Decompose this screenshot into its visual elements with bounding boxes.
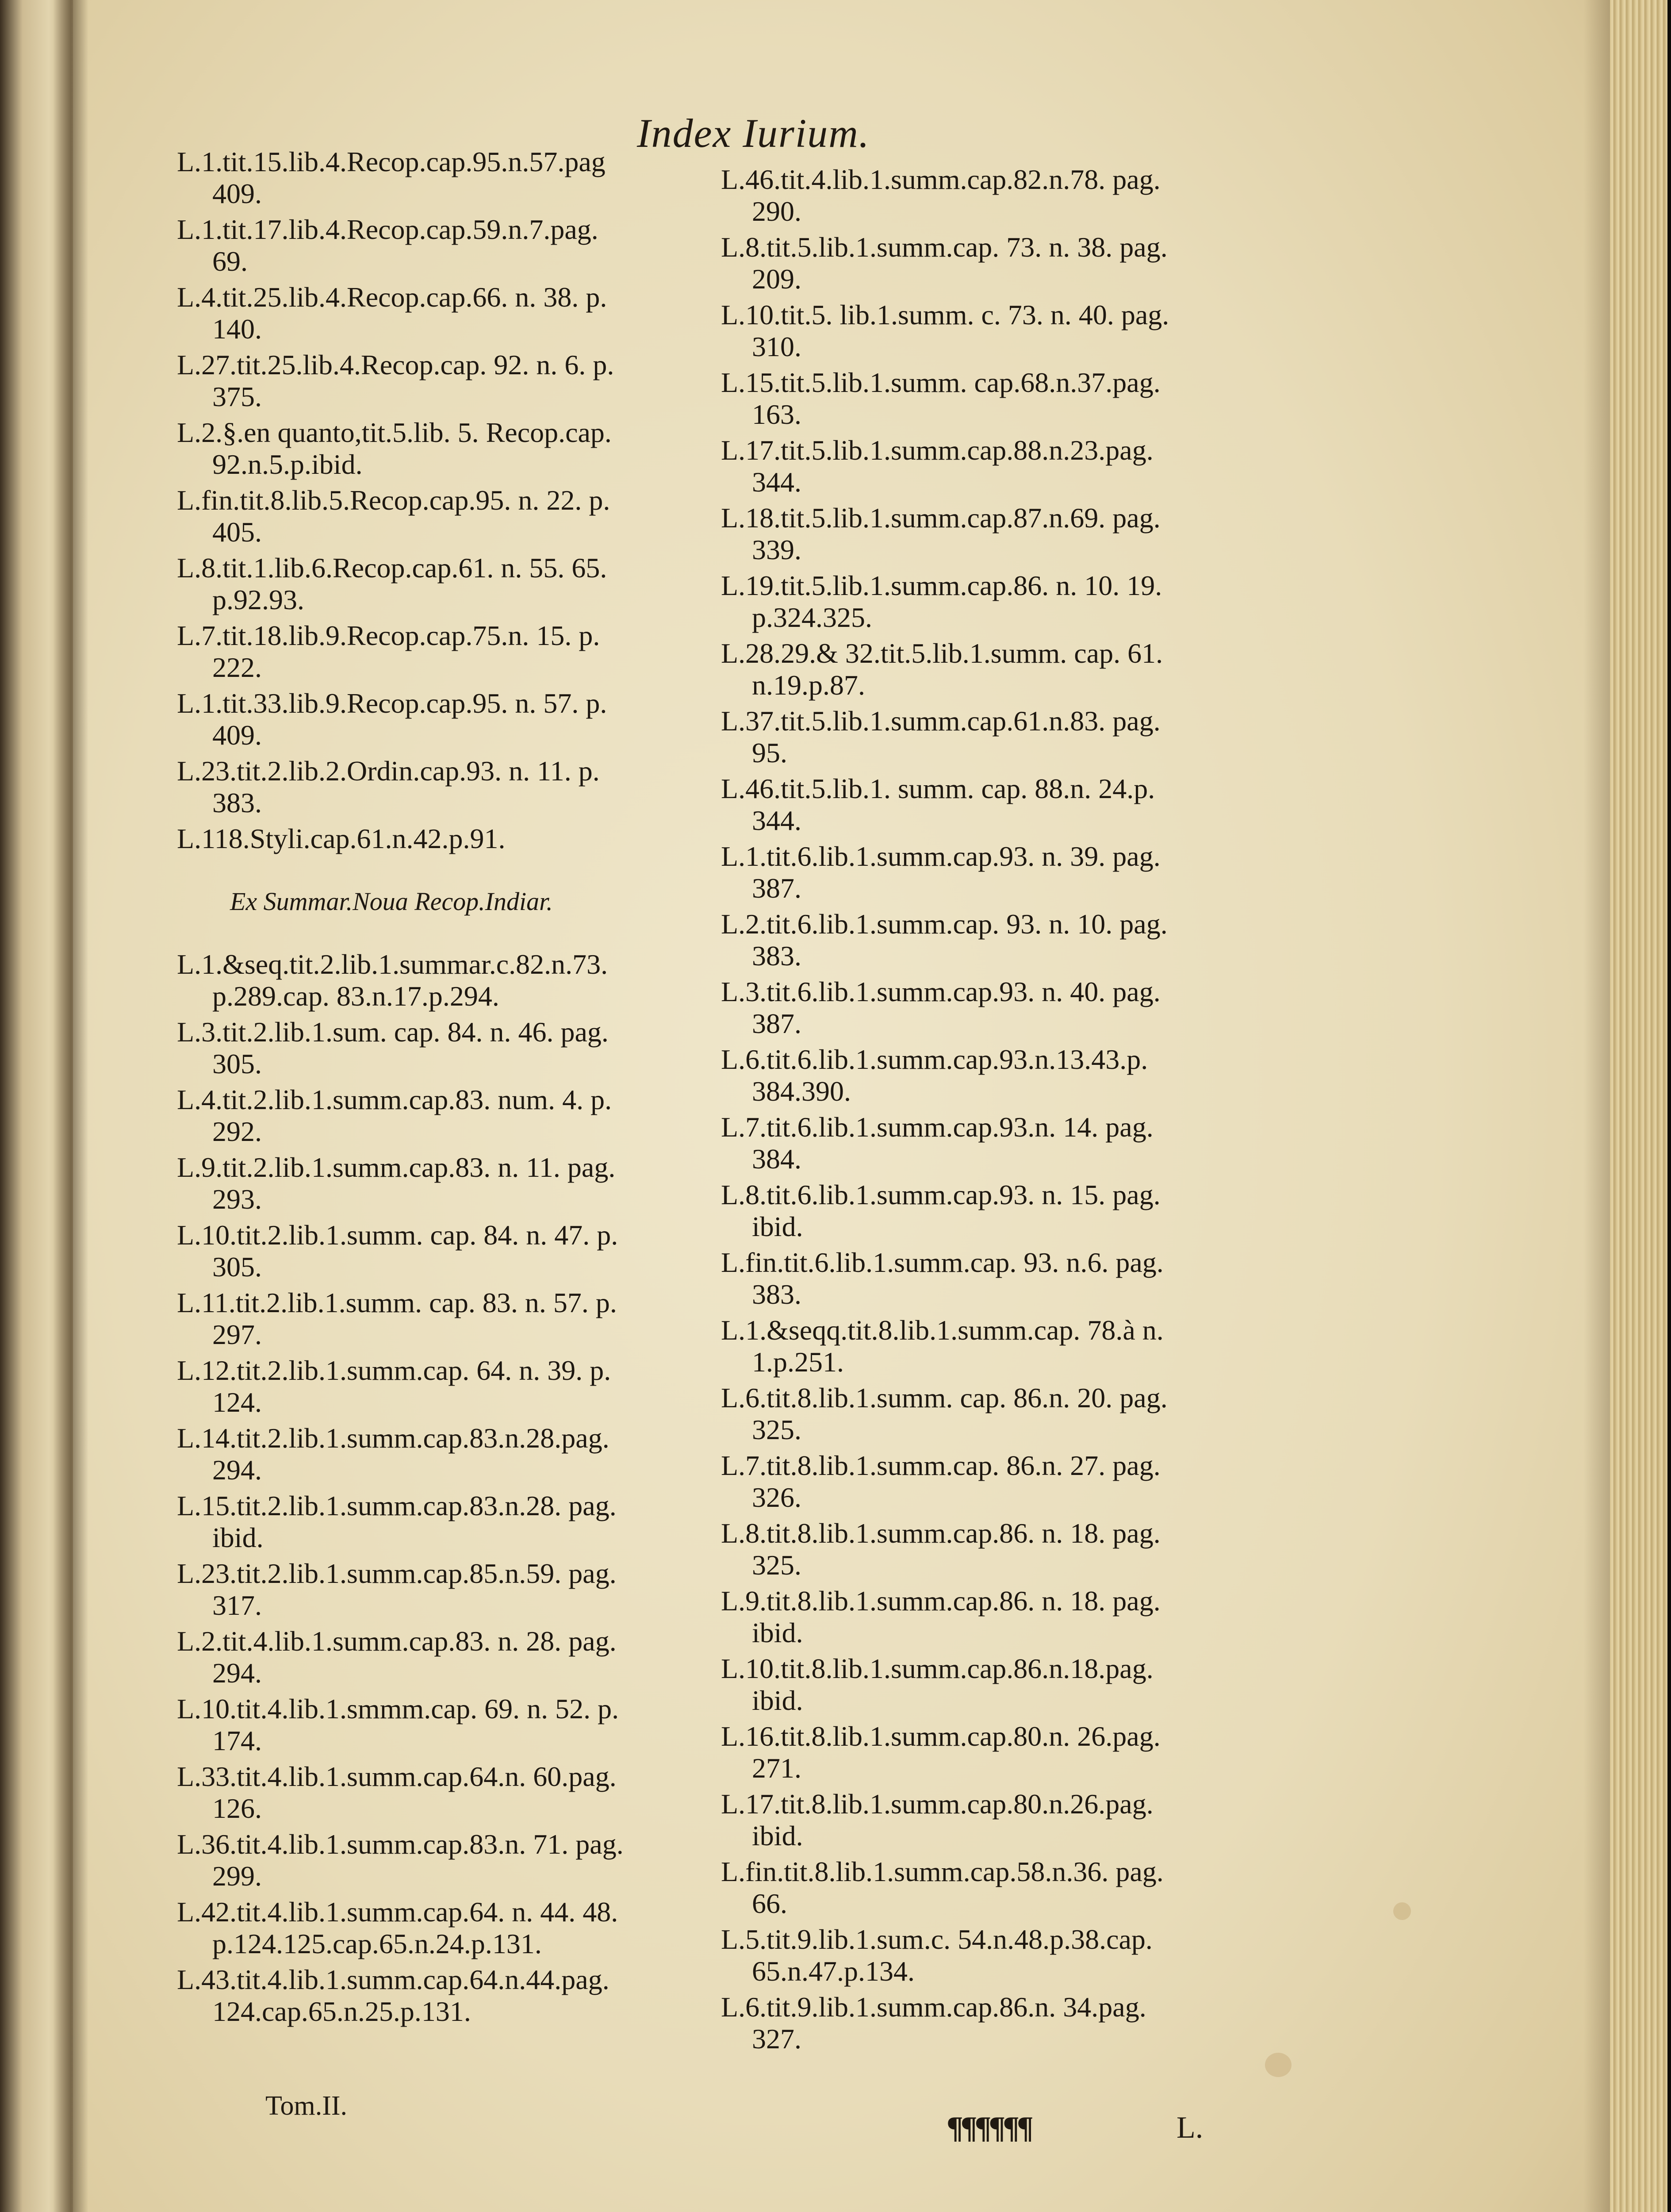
entry-continuation: 66.	[752, 1888, 787, 1919]
entry-continuation: 325.	[752, 1414, 801, 1445]
entry-continuation: n.19.p.87.	[752, 669, 865, 701]
entry-continuation: 163.	[752, 399, 801, 430]
entry-continuation: 384.	[752, 1143, 801, 1175]
index-entry	[177, 1761, 690, 1824]
right-entries	[721, 164, 1243, 2055]
entry-line: L.42.tit.4.lib.1.summ.cap.64. n. 44. 48.	[177, 1896, 618, 1928]
index-entry	[177, 1084, 690, 1148]
entry-line: L.9.tit.2.lib.1.summ.cap.83. n. 11. pag.	[177, 1152, 616, 1183]
entry-line: L.1.&seqq.tit.8.lib.1.summ.cap. 78.à n.	[721, 1314, 1164, 1346]
entry-line: L.14.tit.2.lib.1.summ.cap.83.n.28.pag.	[177, 1422, 609, 1454]
entry-continuation: 222.	[212, 652, 262, 683]
index-entry	[721, 976, 1243, 1040]
index-entry	[177, 949, 690, 1012]
index-column-right	[721, 164, 1243, 2059]
entry-line: L.15.tit.5.lib.1.summ. cap.68.n.37.pag.	[721, 367, 1161, 398]
entry-continuation: 297.	[212, 1319, 262, 1350]
index-entry	[721, 705, 1243, 769]
index-entry	[177, 1287, 690, 1351]
entry-continuation: 69.	[212, 246, 248, 277]
entry-continuation: 95.	[752, 737, 787, 768]
index-entry	[721, 231, 1243, 295]
entry-line: L.36.tit.4.lib.1.summ.cap.83.n. 71. pag.	[177, 1828, 624, 1860]
index-entry	[177, 1422, 690, 1486]
section-heading: Ex Summar.Noua Recop.Indiar.	[230, 887, 553, 916]
entry-continuation: 327.	[752, 2023, 801, 2055]
index-entry	[177, 1693, 690, 1757]
index-entry	[721, 1044, 1243, 1107]
entry-continuation: 140.	[212, 313, 262, 345]
index-entry	[721, 1111, 1243, 1175]
index-entry	[177, 1896, 690, 1960]
entry-line: L.8.tit.6.lib.1.summ.cap.93. n. 15. pag.	[721, 1179, 1161, 1210]
page-block-edge	[1610, 0, 1667, 2212]
entry-continuation: 326.	[752, 1482, 801, 1513]
index-entry	[177, 281, 690, 345]
entry-line: L.17.tit.8.lib.1.summ.cap.80.n.26.pag.	[721, 1788, 1154, 1820]
entry-line: L.1.tit.6.lib.1.summ.cap.93. n. 39. pag.	[721, 841, 1161, 872]
index-entry	[721, 1720, 1243, 1784]
index-entry	[721, 637, 1243, 701]
entry-line: L.10.tit.2.lib.1.summ. cap. 84. n. 47. p.	[177, 1219, 618, 1251]
index-entry	[721, 367, 1243, 430]
index-entry	[721, 299, 1243, 363]
index-entry	[721, 434, 1243, 498]
entry-line: L.3.tit.2.lib.1.sum. cap. 84. n. 46. pag.	[177, 1016, 609, 1048]
entry-line: L.10.tit.5. lib.1.summ. c. 73. n. 40. pag.	[721, 299, 1169, 330]
index-entry	[721, 164, 1243, 227]
index-entry	[177, 755, 690, 819]
entry-line: L.1.tit.33.lib.9.Recop.cap.95. n. 57. p.	[177, 687, 607, 719]
entry-continuation: p.92.93.	[212, 584, 304, 615]
index-entry	[177, 1219, 690, 1283]
entry-line: L.4.tit.2.lib.1.summ.cap.83. num. 4. p.	[177, 1084, 612, 1115]
entry-line: L.7.tit.8.lib.1.summ.cap. 86.n. 27. pag.	[721, 1450, 1161, 1481]
entry-continuation: 1.p.251.	[752, 1346, 844, 1378]
entry-continuation: 271.	[752, 1752, 801, 1784]
entry-line: L.43.tit.4.lib.1.summ.cap.64.n.44.pag.	[177, 1964, 609, 1995]
index-entry	[721, 773, 1243, 837]
entry-continuation: 387.	[752, 1008, 801, 1039]
index-entry	[721, 1247, 1243, 1310]
index-entry	[177, 349, 690, 413]
entry-line: L.11.tit.2.lib.1.summ. cap. 83. n. 57. p.	[177, 1287, 617, 1318]
entry-line: L.8.tit.1.lib.6.Recop.cap.61. n. 55. 65.	[177, 552, 607, 584]
entry-line: L.9.tit.8.lib.1.summ.cap.86. n. 18. pag.	[721, 1585, 1161, 1617]
entry-continuation: 174.	[212, 1725, 262, 1756]
index-entry	[177, 1152, 690, 1215]
pilcrow-signature-mark: ¶¶¶¶¶¶	[947, 2111, 1031, 2145]
index-entry	[721, 1382, 1243, 1446]
entry-line: L.46.tit.5.lib.1. summ. cap. 88.n. 24.p.	[721, 773, 1155, 804]
index-entry	[721, 1450, 1243, 1513]
entry-line: L.2.tit.6.lib.1.summ.cap. 93. n. 10. pag.	[721, 908, 1168, 940]
index-entry	[721, 1924, 1243, 1987]
entry-continuation: 126.	[212, 1793, 262, 1824]
index-entry	[177, 146, 690, 210]
entry-line: L.37.tit.5.lib.1.summ.cap.61.n.83. pag.	[721, 705, 1161, 737]
entry-line: L.18.tit.5.lib.1.summ.cap.87.n.69. pag.	[721, 502, 1161, 534]
entry-line: L.10.tit.4.lib.1.smmm.cap. 69. n. 52. p.	[177, 1693, 619, 1724]
entry-line: L.1.tit.15.lib.4.Recop.cap.95.n.57.pag	[177, 146, 606, 177]
entry-continuation: 325.	[752, 1549, 801, 1581]
entry-continuation: 310.	[752, 331, 801, 362]
entry-continuation: 383.	[752, 1279, 801, 1310]
entry-continuation: 292.	[212, 1116, 262, 1147]
entry-continuation: ibid.	[752, 1820, 803, 1851]
entry-line: L.8.tit.5.lib.1.summ.cap. 73. n. 38. pag.	[721, 231, 1168, 263]
left-entries-bottom	[177, 949, 690, 2028]
index-entry	[177, 1625, 690, 1689]
entry-continuation: p.324.325.	[752, 602, 872, 633]
index-entry	[177, 1355, 690, 1418]
entry-continuation: 405.	[212, 516, 262, 548]
entry-line: L.6.tit.6.lib.1.summ.cap.93.n.13.43.p.	[721, 1044, 1148, 1075]
index-entry	[721, 841, 1243, 904]
entry-continuation: ibid.	[752, 1211, 803, 1242]
foxing-stain	[1393, 1902, 1411, 1920]
entry-line: L.27.tit.25.lib.4.Recop.cap. 92. n. 6. p.	[177, 349, 614, 380]
entry-continuation: 294.	[212, 1454, 262, 1486]
index-entry	[721, 1585, 1243, 1649]
foxing-stain	[1265, 2053, 1292, 2077]
index-entry	[721, 908, 1243, 972]
index-entry	[721, 1788, 1243, 1852]
index-entry	[177, 1016, 690, 1080]
entry-line: L.46.tit.4.lib.1.summ.cap.82.n.78. pag.	[721, 164, 1161, 195]
index-entry	[721, 1179, 1243, 1243]
entry-continuation: 294.	[212, 1657, 262, 1689]
left-entries-top	[177, 146, 690, 855]
entry-line: L.5.tit.9.lib.1.sum.c. 54.n.48.p.38.cap.	[721, 1924, 1153, 1955]
index-entry	[721, 502, 1243, 566]
index-entry	[721, 570, 1243, 634]
entry-line: L.6.tit.9.lib.1.summ.cap.86.n. 34.pag.	[721, 1991, 1146, 2023]
entry-line: L.16.tit.8.lib.1.summ.cap.80.n. 26.pag.	[721, 1720, 1161, 1752]
entry-line: L.fin.tit.8.lib.5.Recop.cap.95. n. 22. p.	[177, 484, 610, 516]
entry-line: L.33.tit.4.lib.1.summ.cap.64.n. 60.pag.	[177, 1761, 617, 1792]
entry-continuation: ibid.	[752, 1617, 803, 1648]
index-entry	[721, 1991, 1243, 2055]
entry-continuation: 409.	[212, 178, 262, 209]
entry-continuation: 383.	[212, 787, 262, 818]
entry-line: L.28.29.& 32.tit.5.lib.1.summ. cap. 61.	[721, 637, 1163, 669]
entry-continuation: 317.	[212, 1590, 262, 1621]
entry-line: L.3.tit.6.lib.1.summ.cap.93. n. 40. pag.	[721, 976, 1161, 1007]
entry-continuation: 344.	[752, 466, 801, 498]
entry-continuation: 339.	[752, 534, 801, 565]
index-entry	[177, 1490, 690, 1554]
entry-continuation: 65.n.47.p.134.	[752, 1955, 915, 1987]
entry-line: L.19.tit.5.lib.1.summ.cap.86. n. 10. 19.	[721, 570, 1162, 601]
entry-continuation: 383.	[752, 940, 801, 972]
entry-continuation: 124.cap.65.n.25.p.131.	[212, 1996, 471, 2027]
entry-line: L.7.tit.18.lib.9.Recop.cap.75.n. 15. p.	[177, 620, 600, 651]
entry-line: L.4.tit.25.lib.4.Recop.cap.66. n. 38. p.	[177, 281, 607, 313]
entry-line: L.fin.tit.6.lib.1.summ.cap. 93. n.6. pag.	[721, 1247, 1164, 1278]
index-entry	[721, 1856, 1243, 1920]
entry-line: L.7.tit.6.lib.1.summ.cap.93.n. 14. pag.	[721, 1111, 1154, 1143]
signature-mark: Tom.II.	[265, 2091, 348, 2121]
entry-line: L.10.tit.8.lib.1.summ.cap.86.n.18.pag.	[721, 1653, 1154, 1684]
index-entry	[177, 1828, 690, 1892]
index-column-left	[177, 146, 690, 2032]
entry-continuation: 124.	[212, 1386, 262, 1418]
entry-continuation: 409.	[212, 719, 262, 751]
entry-line: L.23.tit.2.lib.1.summ.cap.85.n.59. pag.	[177, 1558, 617, 1589]
entry-continuation: 305.	[212, 1251, 262, 1283]
entry-line: L.15.tit.2.lib.1.summ.cap.83.n.28. pag.	[177, 1490, 617, 1521]
index-entry	[177, 484, 690, 548]
entry-line: L.12.tit.2.lib.1.summ.cap. 64. n. 39. p.	[177, 1355, 611, 1386]
entry-continuation: 375.	[212, 381, 262, 412]
entry-continuation: 344.	[752, 805, 801, 836]
entry-continuation: 384.390.	[752, 1075, 851, 1107]
entry-line: L.fin.tit.8.lib.1.summ.cap.58.n.36. pag.	[721, 1856, 1164, 1887]
entry-continuation: 92.n.5.p.ibid.	[212, 449, 363, 480]
entry-line: L.8.tit.8.lib.1.summ.cap.86. n. 18. pag.	[721, 1517, 1161, 1549]
entry-continuation: 387.	[752, 872, 801, 904]
gutter-shadow	[53, 0, 88, 2212]
entry-continuation: 290.	[752, 196, 801, 227]
entry-continuation: p.124.125.cap.65.n.24.p.131.	[212, 1928, 542, 1959]
entry-line: L.23.tit.2.lib.2.Ordin.cap.93. n. 11. p.	[177, 755, 600, 787]
entry-continuation: 299.	[212, 1860, 262, 1892]
entry-line: L.6.tit.8.lib.1.summ. cap. 86.n. 20. pag.	[721, 1382, 1168, 1413]
index-entry	[721, 1653, 1243, 1717]
catchword: L.	[1177, 2111, 1203, 2145]
index-entry	[177, 823, 690, 855]
index-entry	[177, 1964, 690, 2028]
index-entry	[177, 1558, 690, 1621]
index-entry	[177, 620, 690, 684]
entry-continuation: 293.	[212, 1183, 262, 1215]
index-entry	[177, 417, 690, 480]
entry-line: L.2.tit.4.lib.1.summ.cap.83. n. 28. pag.	[177, 1625, 617, 1657]
entry-continuation: 209.	[752, 263, 801, 295]
entry-continuation: ibid.	[212, 1522, 264, 1553]
index-entry	[177, 687, 690, 751]
entry-line: L.2.§.en quanto,tit.5.lib. 5. Recop.cap.	[177, 417, 612, 448]
index-entry	[721, 1517, 1243, 1581]
index-entry	[177, 214, 690, 277]
index-entry	[177, 552, 690, 616]
index-entry	[721, 1314, 1243, 1378]
entry-line: L.17.tit.5.lib.1.summ.cap.88.n.23.pag.	[721, 434, 1154, 466]
entry-line: L.1.tit.17.lib.4.Recop.cap.59.n.7.pag.	[177, 214, 598, 245]
entry-line: L.118.Styli.cap.61.n.42.p.91.	[177, 823, 506, 854]
entry-continuation: ibid.	[752, 1685, 803, 1716]
running-head: Index Iurium.	[637, 111, 870, 156]
entry-continuation: 305.	[212, 1048, 262, 1079]
entry-line: L.1.&seq.tit.2.lib.1.summar.c.82.n.73.	[177, 949, 608, 980]
entry-continuation: p.289.cap. 83.n.17.p.294.	[212, 980, 499, 1012]
